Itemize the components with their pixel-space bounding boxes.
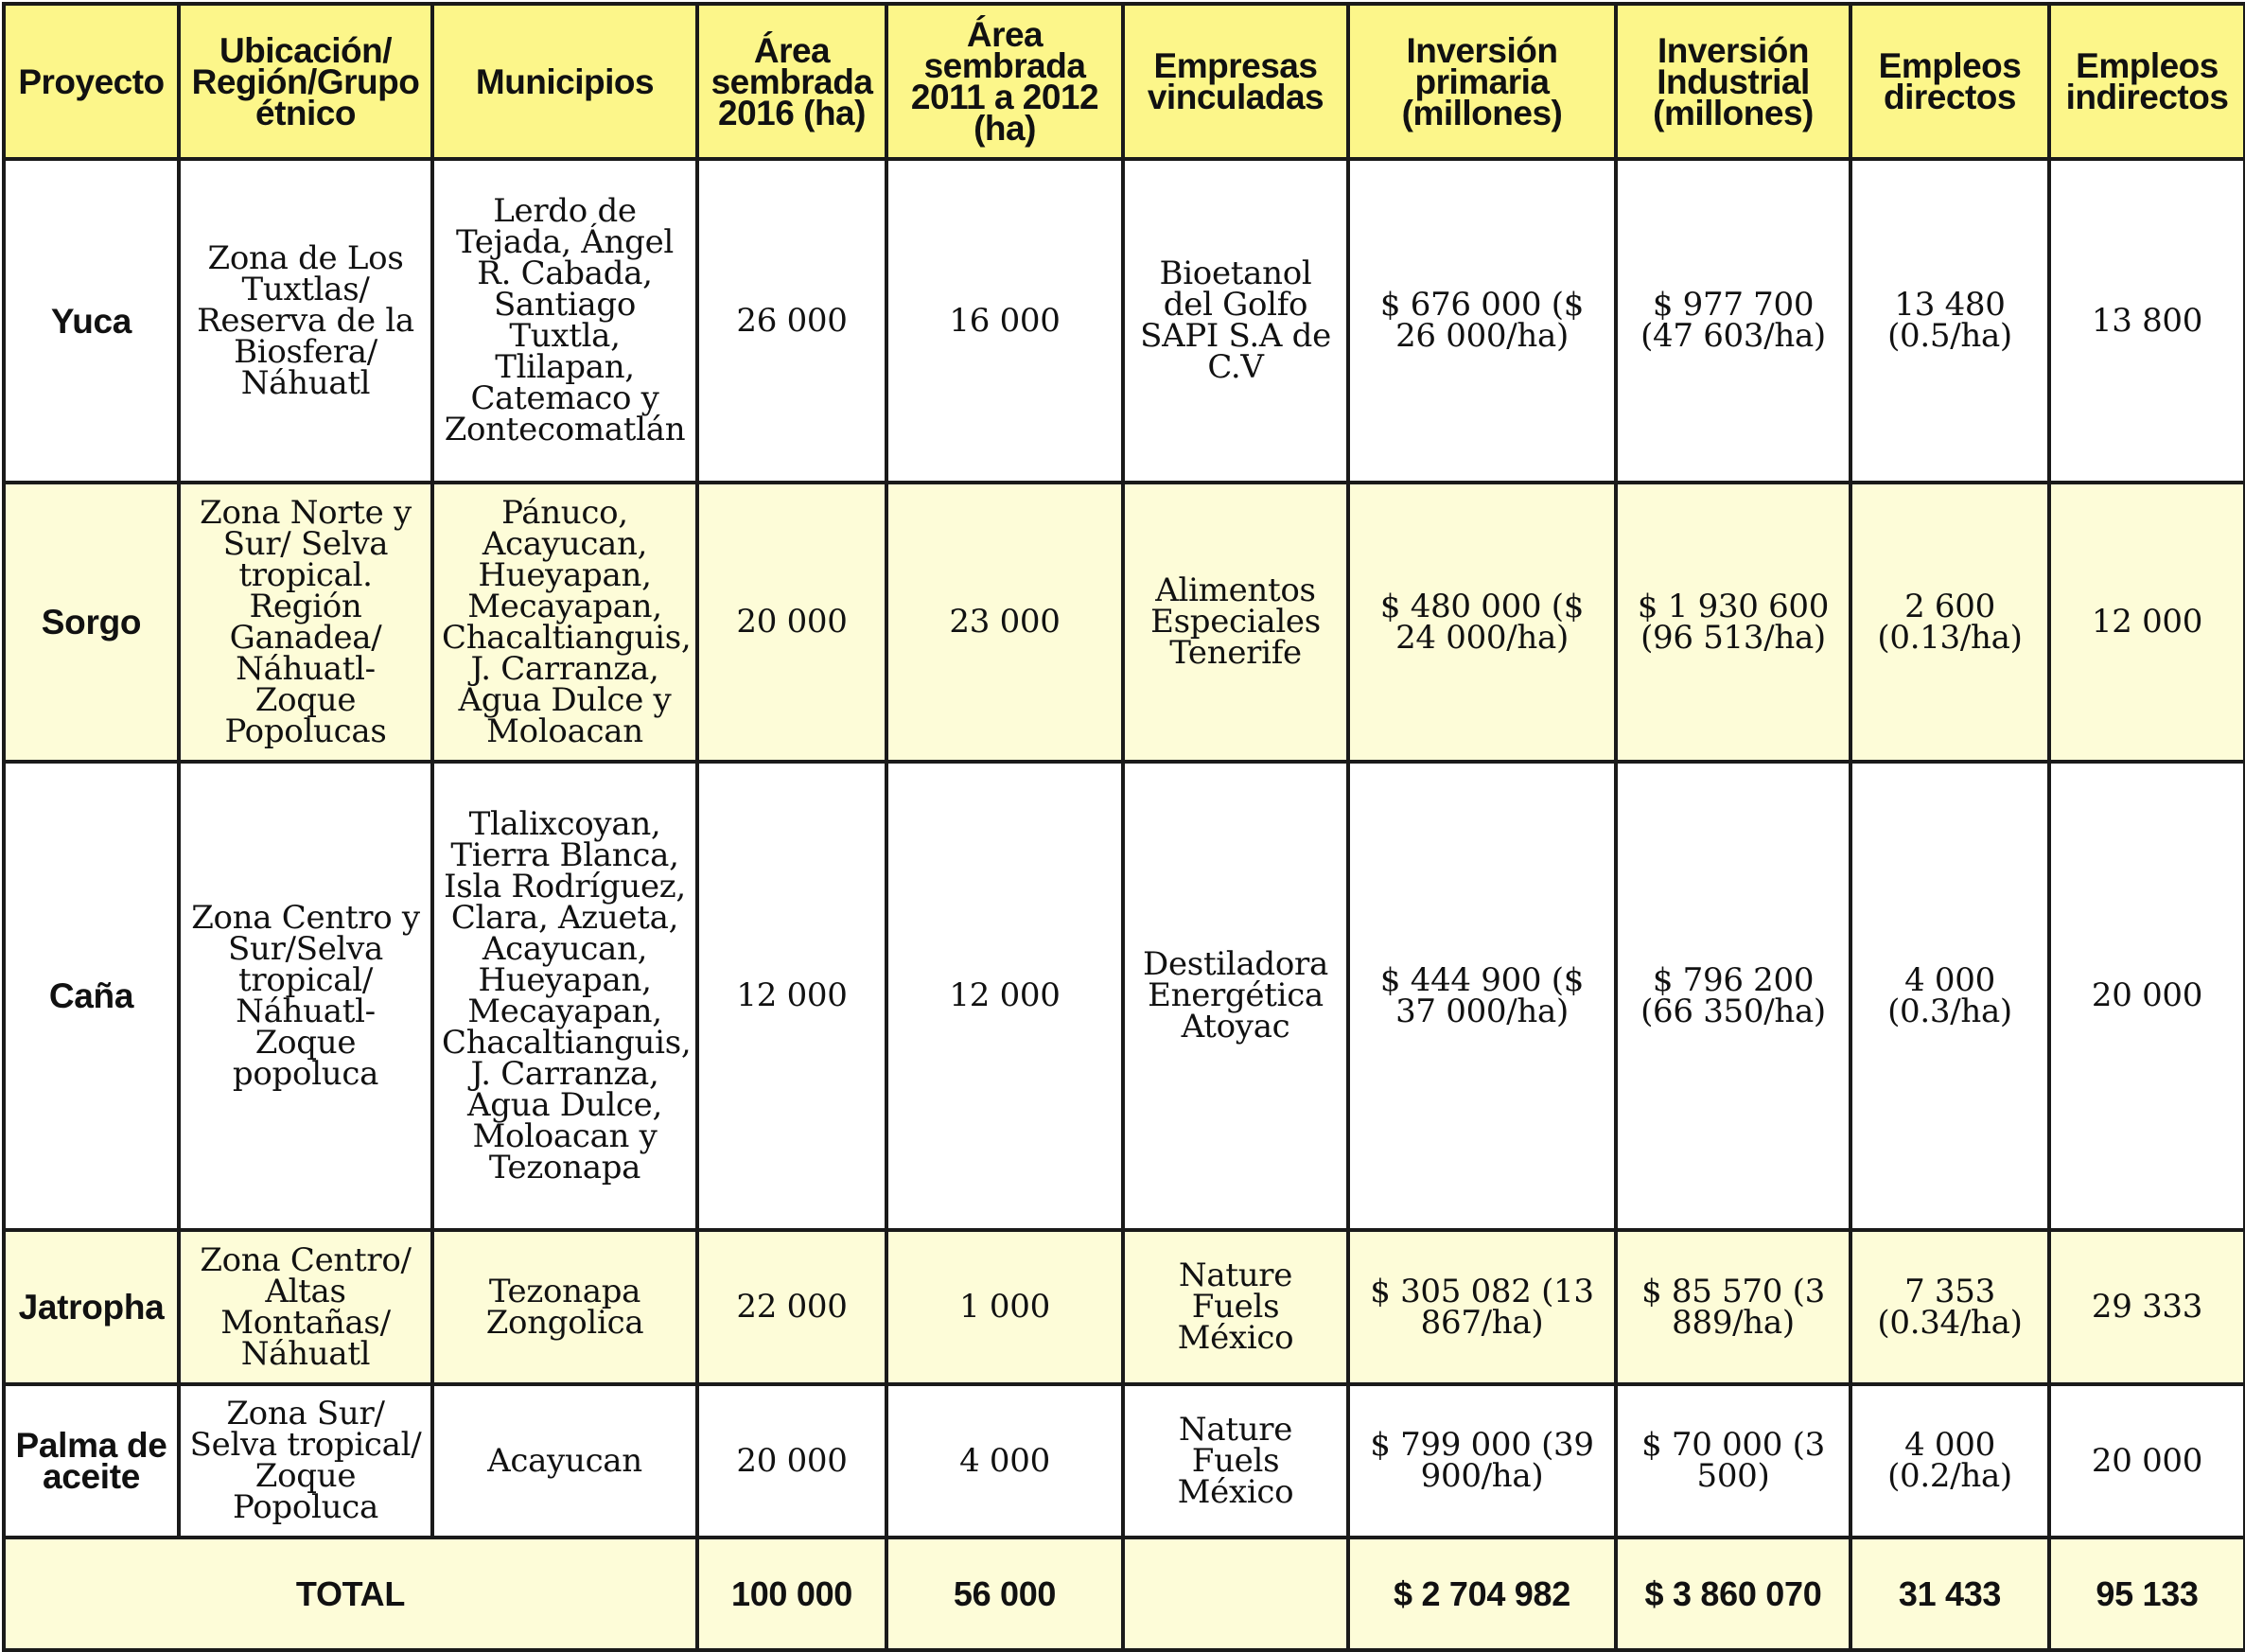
total-empleos-indirectos: 95 133 <box>2049 1538 2245 1650</box>
cell-proyecto: Caña <box>4 762 179 1230</box>
total-row <box>4 1538 2245 1650</box>
cell-inversion-primaria: $ 676 000 ($ 26 000/ha) <box>1348 159 1616 483</box>
cell-municipios: Pánuco, Acayucan, Hueyapan, Mecayapan, Chacaltianguis, J. Carranza, Agua Dulce y Moloacan <box>432 483 697 762</box>
cell-empresas: Alimentos Especiales Tenerife <box>1123 483 1348 762</box>
header-empresas: Empresas vinculadas <box>1123 4 1348 159</box>
total-empleos-directos: 31 433 <box>1850 1538 2049 1650</box>
table-row <box>4 1230 2245 1384</box>
cell-empresas: Bioetanol del Golfo SAPI S.A de C.V <box>1123 159 1348 483</box>
header-area-2011-2012: Área sembrada 2011 a 2012 (ha) <box>886 4 1123 159</box>
total-area-2016: 100 000 <box>697 1538 886 1650</box>
cell-empleos-indirectos: 12 000 <box>2049 483 2245 762</box>
cell-inversion-industrial: $ 70 000 (3 500) <box>1616 1384 1850 1538</box>
table-row <box>4 1384 2245 1538</box>
header-proyecto: Proyecto <box>4 4 179 159</box>
cell-area-2016: 12 000 <box>697 762 886 1230</box>
total-inversion-primaria: $ 2 704 982 <box>1348 1538 1616 1650</box>
cell-area-2016: 26 000 <box>697 159 886 483</box>
cell-proyecto: Yuca <box>4 159 179 483</box>
cell-ubicacion: Zona Centro y Sur/Selva tropical/ Náhuatl-Zoque popoluca <box>179 762 432 1230</box>
cell-proyecto: Palma de aceite <box>4 1384 179 1538</box>
header-row <box>4 4 2245 159</box>
cell-empleos-indirectos: 29 333 <box>2049 1230 2245 1384</box>
cell-empleos-indirectos: 13 800 <box>2049 159 2245 483</box>
header-municipios: Municipios <box>432 4 697 159</box>
cell-empleos-directos: 4 000 (0.3/ha) <box>1850 762 2049 1230</box>
total-label: TOTAL <box>4 1538 697 1650</box>
table-row <box>4 762 2245 1230</box>
cell-municipios: Tezonapa Zongolica <box>432 1230 697 1384</box>
header-empleos-directos: Empleos directos <box>1850 4 2049 159</box>
cell-area-2016: 20 000 <box>697 1384 886 1538</box>
cell-area-2011-2012: 12 000 <box>886 762 1123 1230</box>
total-empresas <box>1123 1538 1348 1650</box>
cell-empleos-indirectos: 20 000 <box>2049 762 2245 1230</box>
cell-municipios: Acayucan <box>432 1384 697 1538</box>
cell-inversion-industrial: $ 977 700 (47 603/ha) <box>1616 159 1850 483</box>
data-table <box>2 2 2245 1652</box>
cell-municipios: Lerdo de Tejada, Ángel R. Cabada, Santiago Tuxtla, Tlilapan, Catemaco y Zontecomatlán <box>432 159 697 483</box>
cell-area-2016: 20 000 <box>697 483 886 762</box>
cell-empleos-indirectos: 20 000 <box>2049 1384 2245 1538</box>
header-area-2016: Área sembrada 2016 (ha) <box>697 4 886 159</box>
cell-empleos-directos: 7 353 (0.34/ha) <box>1850 1230 2049 1384</box>
cell-inversion-industrial: $ 1 930 600 (96 513/ha) <box>1616 483 1850 762</box>
cell-ubicacion: Zona Norte y Sur/ Selva tropical. Región Ganadea/ Náhuatl-Zoque Popolucas <box>179 483 432 762</box>
total-inversion-industrial: $ 3 860 070 <box>1616 1538 1850 1650</box>
cell-inversion-primaria: $ 305 082 (13 867/ha) <box>1348 1230 1616 1384</box>
cell-inversion-primaria: $ 444 900 ($ 37 000/ha) <box>1348 762 1616 1230</box>
cell-area-2016: 22 000 <box>697 1230 886 1384</box>
cell-ubicacion: Zona Centro/ Altas Montañas/ Náhuatl <box>179 1230 432 1384</box>
cell-empleos-directos: 2 600 (0.13/ha) <box>1850 483 2049 762</box>
cell-area-2011-2012: 1 000 <box>886 1230 1123 1384</box>
cell-empresas: Destiladora Energética Atoyac <box>1123 762 1348 1230</box>
cell-area-2011-2012: 23 000 <box>886 483 1123 762</box>
cell-proyecto: Sorgo <box>4 483 179 762</box>
cell-inversion-primaria: $ 480 000 ($ 24 000/ha) <box>1348 483 1616 762</box>
cell-empleos-directos: 4 000 (0.2/ha) <box>1850 1384 2049 1538</box>
cell-inversion-industrial: $ 796 200 (66 350/ha) <box>1616 762 1850 1230</box>
header-inversion-primaria: Inversión primaria (millones) <box>1348 4 1616 159</box>
table-row <box>4 159 2245 483</box>
cell-ubicacion: Zona de Los Tuxtlas/ Reserva de la Biosfera/ Náhuatl <box>179 159 432 483</box>
cell-area-2011-2012: 16 000 <box>886 159 1123 483</box>
cell-ubicacion: Zona Sur/ Selva tropical/ Zoque Popoluca <box>179 1384 432 1538</box>
header-empleos-indirectos: Empleos indirectos <box>2049 4 2245 159</box>
total-area-2011-2012: 56 000 <box>886 1538 1123 1650</box>
cell-municipios: Tlalixcoyan, Tierra Blanca, Isla Rodríguez, Clara, Azueta, Acayucan, Hueyapan, Mecayapan, Chacaltianguis, J. Carranza, Agua Dulce, Moloacan y Tezonapa <box>432 762 697 1230</box>
header-inversion-industrial: Inversión Industrial (millones) <box>1616 4 1850 159</box>
cell-area-2011-2012: 4 000 <box>886 1384 1123 1538</box>
cell-empresas: Nature Fuels México <box>1123 1230 1348 1384</box>
header-ubicacion: Ubicación/ Región/Grupo étnico <box>179 4 432 159</box>
table-row <box>4 483 2245 762</box>
cell-inversion-primaria: $ 799 000 (39 900/ha) <box>1348 1384 1616 1538</box>
cell-empleos-directos: 13 480 (0.5/ha) <box>1850 159 2049 483</box>
cell-proyecto: Jatropha <box>4 1230 179 1384</box>
cell-empresas: Nature Fuels México <box>1123 1384 1348 1538</box>
cell-inversion-industrial: $ 85 570 (3 889/ha) <box>1616 1230 1850 1384</box>
